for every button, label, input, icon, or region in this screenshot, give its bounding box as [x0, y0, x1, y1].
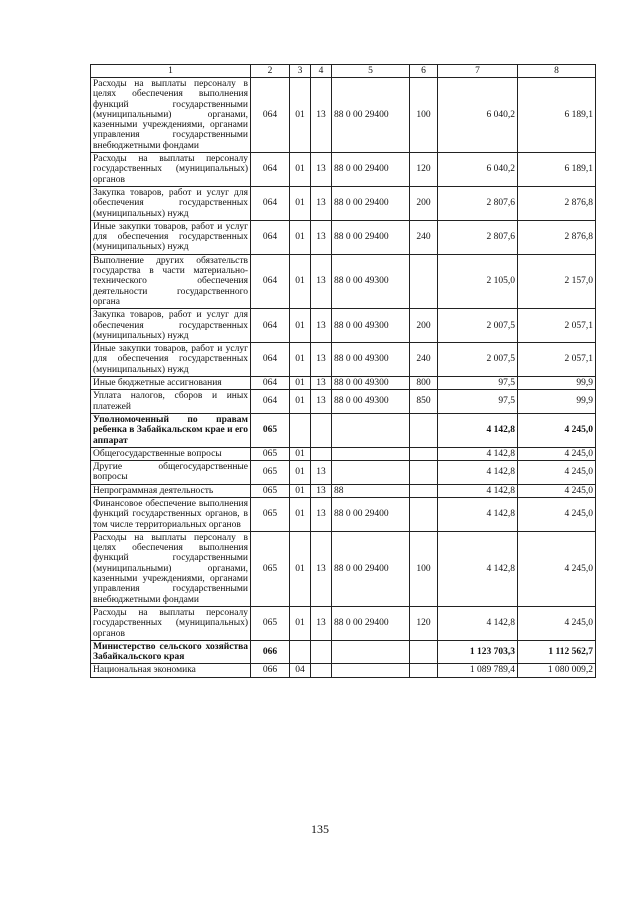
section-code-cell: [290, 640, 311, 664]
section-code-cell: 01: [290, 254, 311, 308]
gryp-code-cell: 065: [251, 497, 290, 531]
row-name-cell: Уполномоченный по правам ребенка в Забайкальском крае и его аппарат: [91, 413, 251, 447]
table-row: [91, 484, 596, 497]
column-header: 6: [410, 65, 438, 78]
row-name-cell: Иные закупки товаров, работ и услуг для обеспечения государственных (муниципальных) нужд: [91, 220, 251, 254]
section-code-cell: 01: [290, 78, 311, 153]
target-article-cell: 88 0 00 29400: [332, 78, 410, 153]
column-header: 1: [91, 65, 251, 78]
row-name-cell: Расходы на выплаты персоналу государственных (муниципальных) органов: [91, 153, 251, 187]
expense-type-cell: 120: [410, 153, 438, 187]
expense-type-cell: 800: [410, 377, 438, 390]
target-article-cell: 88 0 00 29400: [332, 153, 410, 187]
gryp-code-cell: 064: [251, 309, 290, 343]
amount-year-2-cell: 99,9: [518, 377, 596, 390]
amount-year-2-cell: 2 876,8: [518, 220, 596, 254]
gryp-code-cell: 065: [251, 447, 290, 460]
amount-year-1-cell: 97,5: [438, 390, 518, 414]
amount-year-2-cell: 2 157,0: [518, 254, 596, 308]
amount-year-2-cell: 4 245,0: [518, 484, 596, 497]
amount-year-1-cell: 4 142,8: [438, 461, 518, 485]
amount-year-1-cell: 4 142,8: [438, 531, 518, 606]
subsection-code-cell: 13: [311, 531, 332, 606]
gryp-code-cell: 064: [251, 343, 290, 377]
target-article-cell: 88 0 00 29400: [332, 531, 410, 606]
section-code-cell: 01: [290, 186, 311, 220]
amount-year-1-cell: 6 040,2: [438, 153, 518, 187]
row-name-cell: Министерство сельского хозяйства Забайкальского края: [91, 640, 251, 664]
subsection-code-cell: 13: [311, 606, 332, 640]
expense-type-cell: [410, 413, 438, 447]
table-header-row: [91, 65, 596, 78]
expense-type-cell: [410, 461, 438, 485]
subsection-code-cell: [311, 664, 332, 677]
subsection-code-cell: [311, 413, 332, 447]
row-name-cell: Расходы на выплаты персоналу государственных (муниципальных) органов: [91, 606, 251, 640]
row-name-cell: Непрограммная деятельность: [91, 484, 251, 497]
amount-year-1-cell: 2 105,0: [438, 254, 518, 308]
column-header: 8: [518, 65, 596, 78]
amount-year-2-cell: 6 189,1: [518, 153, 596, 187]
amount-year-2-cell: 4 245,0: [518, 447, 596, 460]
row-name-cell: Выполнение других обязательств государства в части материально-технического обеспечения деятельности государственного органа: [91, 254, 251, 308]
gryp-code-cell: 064: [251, 186, 290, 220]
column-header: 7: [438, 65, 518, 78]
section-code-cell: 04: [290, 664, 311, 677]
table-row: [91, 413, 596, 447]
row-name-cell: Национальная экономика: [91, 664, 251, 677]
gryp-code-cell: 065: [251, 531, 290, 606]
subsection-code-cell: 13: [311, 377, 332, 390]
column-header: 3: [290, 65, 311, 78]
amount-year-1-cell: 2 807,6: [438, 220, 518, 254]
target-article-cell: 88 0 00 29400: [332, 497, 410, 531]
subsection-code-cell: 13: [311, 390, 332, 414]
gryp-code-cell: 065: [251, 484, 290, 497]
column-header: 4: [311, 65, 332, 78]
expense-type-cell: 100: [410, 78, 438, 153]
target-article-cell: 88 0 00 29400: [332, 606, 410, 640]
amount-year-2-cell: 4 245,0: [518, 497, 596, 531]
expense-type-cell: [410, 254, 438, 308]
column-header: 2: [251, 65, 290, 78]
table-row: [91, 254, 596, 308]
target-article-cell: 88 0 00 49300: [332, 309, 410, 343]
subsection-code-cell: 13: [311, 497, 332, 531]
expense-type-cell: [410, 484, 438, 497]
budget-table: [90, 64, 596, 678]
target-article-cell: 88 0 00 29400: [332, 186, 410, 220]
amount-year-1-cell: 4 142,8: [438, 497, 518, 531]
amount-year-1-cell: 1 123 703,3: [438, 640, 518, 664]
expense-type-cell: [410, 447, 438, 460]
subsection-code-cell: 13: [311, 461, 332, 485]
section-code-cell: 01: [290, 497, 311, 531]
table-row: [91, 447, 596, 460]
gryp-code-cell: 064: [251, 153, 290, 187]
section-code-cell: 01: [290, 390, 311, 414]
gryp-code-cell: 064: [251, 220, 290, 254]
row-name-cell: Другие общегосударственные вопросы: [91, 461, 251, 485]
subsection-code-cell: [311, 447, 332, 460]
amount-year-2-cell: 2 876,8: [518, 186, 596, 220]
table-row: [91, 220, 596, 254]
target-article-cell: [332, 413, 410, 447]
section-code-cell: 01: [290, 153, 311, 187]
section-code-cell: 01: [290, 606, 311, 640]
subsection-code-cell: 13: [311, 186, 332, 220]
section-code-cell: [290, 413, 311, 447]
subsection-code-cell: 13: [311, 153, 332, 187]
section-code-cell: 01: [290, 531, 311, 606]
target-article-cell: 88 0 00 49300: [332, 377, 410, 390]
expense-type-cell: 240: [410, 220, 438, 254]
table-row: [91, 186, 596, 220]
subsection-code-cell: [311, 640, 332, 664]
row-name-cell: Иные бюджетные ассигнования: [91, 377, 251, 390]
row-name-cell: Общегосударственные вопросы: [91, 447, 251, 460]
gryp-code-cell: 064: [251, 390, 290, 414]
target-article-cell: [332, 664, 410, 677]
expense-type-cell: 120: [410, 606, 438, 640]
table-row: [91, 390, 596, 414]
subsection-code-cell: 13: [311, 78, 332, 153]
amount-year-1-cell: 4 142,8: [438, 413, 518, 447]
column-header: 5: [332, 65, 410, 78]
row-name-cell: Закупка товаров, работ и услуг для обеспечения государственных (муниципальных) нужд: [91, 186, 251, 220]
section-code-cell: 01: [290, 484, 311, 497]
amount-year-1-cell: 2 807,6: [438, 186, 518, 220]
amount-year-2-cell: 2 057,1: [518, 343, 596, 377]
expense-type-cell: 200: [410, 186, 438, 220]
amount-year-1-cell: 4 142,8: [438, 606, 518, 640]
target-article-cell: [332, 640, 410, 664]
section-code-cell: 01: [290, 377, 311, 390]
amount-year-2-cell: 4 245,0: [518, 461, 596, 485]
gryp-code-cell: 064: [251, 254, 290, 308]
expense-type-cell: 100: [410, 531, 438, 606]
gryp-code-cell: 065: [251, 413, 290, 447]
amount-year-2-cell: 6 189,1: [518, 78, 596, 153]
amount-year-2-cell: 2 057,1: [518, 309, 596, 343]
target-article-cell: 88: [332, 484, 410, 497]
table-row: [91, 664, 596, 677]
gryp-code-cell: 064: [251, 78, 290, 153]
amount-year-1-cell: 1 089 789,4: [438, 664, 518, 677]
subsection-code-cell: 13: [311, 484, 332, 497]
row-name-cell: Расходы на выплаты персоналу в целях обеспечения выполнения функций государственными (муниципальными) органами, казенными учреждениями, органами управления государственными внебюджетными фондами: [91, 531, 251, 606]
amount-year-2-cell: 99,9: [518, 390, 596, 414]
table-row: [91, 461, 596, 485]
gryp-code-cell: 066: [251, 640, 290, 664]
subsection-code-cell: 13: [311, 309, 332, 343]
row-name-cell: Расходы на выплаты персоналу в целях обеспечения выполнения функций государственными (муниципальными) органами, казенными учреждениями, органами управления государственными внебюджетными фондами: [91, 78, 251, 153]
row-name-cell: Уплата налогов, сборов и иных платежей: [91, 390, 251, 414]
subsection-code-cell: 13: [311, 220, 332, 254]
expense-type-cell: 200: [410, 309, 438, 343]
table-row: [91, 343, 596, 377]
target-article-cell: [332, 461, 410, 485]
amount-year-2-cell: 4 245,0: [518, 413, 596, 447]
table-row: [91, 377, 596, 390]
table-body: [91, 78, 596, 678]
row-name-cell: Закупка товаров, работ и услуг для обеспечения государственных (муниципальных) нужд: [91, 309, 251, 343]
subsection-code-cell: 13: [311, 343, 332, 377]
gryp-code-cell: 064: [251, 377, 290, 390]
expense-type-cell: [410, 497, 438, 531]
section-code-cell: 01: [290, 461, 311, 485]
row-name-cell: Финансовое обеспечение выполнения функций государственных органов, в том числе территориальных органов: [91, 497, 251, 531]
table-row: [91, 153, 596, 187]
amount-year-1-cell: 2 007,5: [438, 343, 518, 377]
table-row: [91, 309, 596, 343]
amount-year-2-cell: 4 245,0: [518, 606, 596, 640]
section-code-cell: 01: [290, 220, 311, 254]
amount-year-1-cell: 2 007,5: [438, 309, 518, 343]
expense-type-cell: 240: [410, 343, 438, 377]
gryp-code-cell: 066: [251, 664, 290, 677]
amount-year-1-cell: 6 040,2: [438, 78, 518, 153]
amount-year-2-cell: 1 080 009,2: [518, 664, 596, 677]
expense-type-cell: [410, 640, 438, 664]
expense-type-cell: 850: [410, 390, 438, 414]
section-code-cell: 01: [290, 343, 311, 377]
table-row: [91, 497, 596, 531]
amount-year-2-cell: 4 245,0: [518, 531, 596, 606]
gryp-code-cell: 065: [251, 606, 290, 640]
table-row: [91, 78, 596, 153]
amount-year-1-cell: 4 142,8: [438, 447, 518, 460]
row-name-cell: Иные закупки товаров, работ и услуг для обеспечения государственных (муниципальных) нужд: [91, 343, 251, 377]
amount-year-2-cell: 1 112 562,7: [518, 640, 596, 664]
expense-type-cell: [410, 664, 438, 677]
table-row: [91, 606, 596, 640]
target-article-cell: 88 0 00 49300: [332, 254, 410, 308]
table-row: [91, 531, 596, 606]
amount-year-1-cell: 4 142,8: [438, 484, 518, 497]
target-article-cell: 88 0 00 49300: [332, 390, 410, 414]
section-code-cell: 01: [290, 309, 311, 343]
table-row: [91, 640, 596, 664]
page-number: 135: [311, 822, 329, 836]
section-code-cell: 01: [290, 447, 311, 460]
target-article-cell: 88 0 00 29400: [332, 220, 410, 254]
subsection-code-cell: 13: [311, 254, 332, 308]
target-article-cell: [332, 447, 410, 460]
gryp-code-cell: 065: [251, 461, 290, 485]
amount-year-1-cell: 97,5: [438, 377, 518, 390]
target-article-cell: 88 0 00 49300: [332, 343, 410, 377]
